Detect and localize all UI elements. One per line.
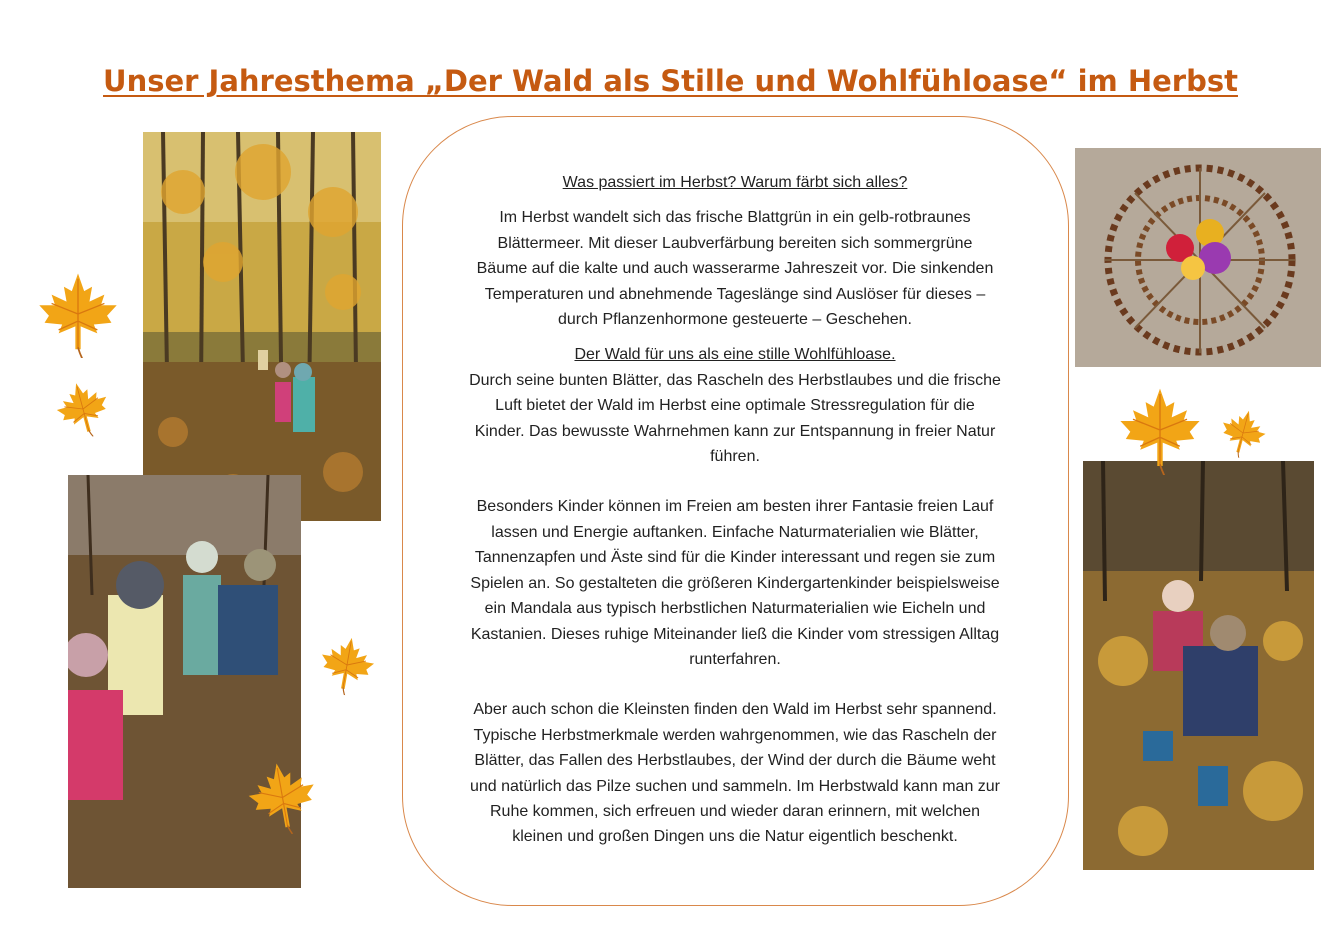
text-line: Kinder. Das bewusste Wahrnehmen kann zur Entspannung in freier Natur [474,422,996,440]
maple-leaf-icon [1212,402,1273,463]
mandala-photo [1075,148,1321,367]
text-line: Typische Herbstmerkmale werden wahrgenommen, wie das Rascheln der [473,726,997,744]
text-line: durch Pflanzenhormone gesteuerte – Geschehen. [557,311,912,329]
text-line: ein Mandala aus typisch herbstlichen Naturmaterialien wie Eicheln und [484,600,986,618]
text-line: lassen und Energie auftanken. Einfache Naturmaterialien wie Blätter, [491,523,979,541]
text-line: Besonders Kinder können im Freien am besten ihrer Fantasie freien Lauf [476,498,994,516]
text-line: Durch seine bunten Blätter, das Rascheln des Herbstlaubes und die frische [469,371,1001,389]
maple-leaf-icon [47,373,118,444]
text-line: Blätter, das Fallen des Herbstlaubes, der Wind der durch die Bäume weht [474,752,996,770]
text-line: Blättermeer. Mit dieser Laubverfärbung bereiten sich sommergrüne [497,234,973,252]
text-line: führen. [710,448,760,466]
maple-leaf-icon [34,270,122,358]
section-heading: Der Wald für uns als eine stille Wohlfühloase. [574,346,896,364]
text-line: runterfahren. [689,650,781,668]
forest-path-photo [143,132,381,521]
maple-leaf-icon [312,630,382,700]
text-line: Spielen an. So gestalteten die größeren Kindergartenkinder beispielsweise [470,574,1000,592]
maple-leaf-icon [1115,385,1205,475]
body-text [440,170,1030,850]
kids-in-leaves-photo [1083,461,1314,870]
text-line: Im Herbst wandelt sich das frische Blattgrün in ein gelb-rotbraunes [499,209,971,227]
text-line: Luft bietet der Wald im Herbst eine optimale Stressregulation für die [495,397,975,415]
page-title: Unser Jahresthema „Der Wald als Stille und Wohlfühloase“ im Herbst [103,64,1238,98]
text-line: Bäume auf die kalte und auch wasserarme Jahreszeit vor. Die sinkenden [476,260,994,278]
maple-leaf-icon [239,754,326,841]
text-line: und natürlich das Pilze suchen und sammeln. Im Herbstwald kann man zur [469,777,1001,795]
text-line: Tannenzapfen und Äste sind für die Kinder interessant und regen sie zum [474,549,996,567]
text-line: kleinen und großen Dingen uns die Natur eigentlich beschenkt. [512,828,958,846]
text-line: Kastanien. Dieses ruhige Miteinander ließ die Kinder vom stressigen Alltag [470,625,1000,643]
text-line: Ruhe kommen, sich erfreuen und wieder daran erinnern, mit welchen [489,802,981,820]
section-heading: Was passiert im Herbst? Warum färbt sich alles? [562,174,908,191]
text-line: Temperaturen und abnehmende Tageslänge sind Auslöser für dieses – [484,285,986,303]
text-line: Aber auch schon die Kleinsten finden den Wald im Herbst sehr spannend. [473,701,997,719]
